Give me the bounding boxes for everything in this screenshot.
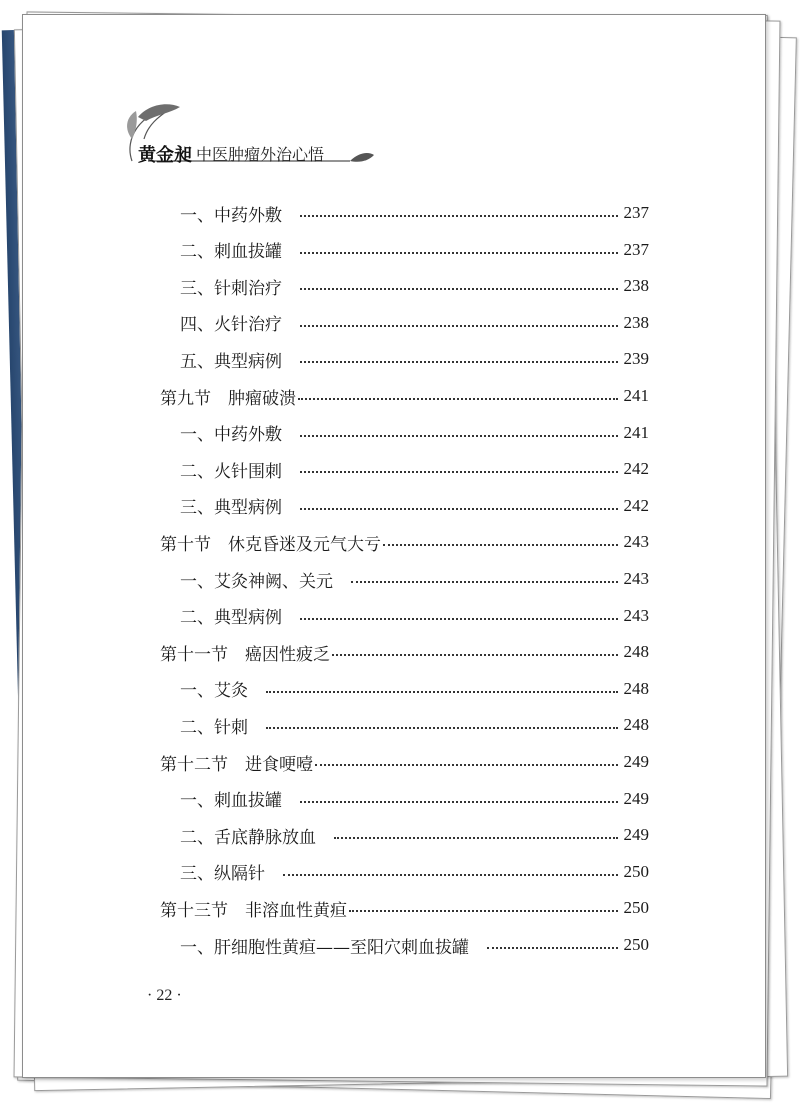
header-author: 黄金昶 <box>138 145 192 166</box>
toc-page-number: 238 <box>623 312 649 332</box>
toc-subentry <box>180 781 649 817</box>
toc-entry-title: 四、火针治疗 <box>180 315 282 336</box>
toc-leader-dots <box>300 618 618 620</box>
toc-subentry <box>180 927 649 963</box>
toc-entry-title: 第十三节 非溶血性黄疸 <box>160 900 347 921</box>
toc-entry-title: 一、中药外敷 <box>180 205 282 226</box>
toc-entry-title: 一、中药外敷 <box>180 425 282 446</box>
toc-page-number: 249 <box>623 825 649 845</box>
toc-leader-dots <box>300 471 618 473</box>
toc-entry-title: 三、纵隔针 <box>180 864 265 885</box>
toc-subentry <box>180 415 649 451</box>
toc-leader-dots <box>266 691 618 693</box>
toc-leader-dots <box>487 947 618 949</box>
toc-subentry <box>180 195 649 231</box>
toc-entry-title: 二、刺血拔罐 <box>180 242 282 263</box>
toc-leader-dots <box>266 727 618 729</box>
toc-page-number: 242 <box>623 459 649 479</box>
toc-entry-title: 一、肝细胞性黄疸——至阳穴刺血拔罐 <box>180 937 469 958</box>
toc-subentry <box>180 707 649 743</box>
toc-section-entry <box>160 378 649 414</box>
toc-entry-title: 一、艾灸 <box>180 681 248 702</box>
toc-entry-title: 二、典型病例 <box>180 608 282 629</box>
toc-leader-dots <box>300 325 618 327</box>
toc-leader-dots <box>298 398 618 400</box>
toc-entry-title: 第十二节 进食哽噎 <box>160 754 313 775</box>
toc-page-number: 249 <box>623 752 649 771</box>
toc-entry-title: 二、火针围刺 <box>180 461 282 482</box>
toc-section-entry <box>160 524 649 560</box>
toc-leader-dots <box>383 544 618 546</box>
toc-leader-dots <box>300 252 618 254</box>
toc-page-number: 242 <box>623 495 649 515</box>
toc-subentry <box>180 305 649 341</box>
toc-subentry <box>180 341 649 377</box>
page-number: · 22 · <box>147 987 182 1004</box>
toc-leader-dots <box>300 508 618 510</box>
toc-page-number: 250 <box>623 935 649 954</box>
toc-leader-dots <box>332 654 618 656</box>
toc-entry-title: 二、针刺 <box>180 717 248 738</box>
toc-page-number: 250 <box>623 861 649 881</box>
toc-page-number: 248 <box>623 642 649 662</box>
toc-page-number: 239 <box>623 349 649 369</box>
toc-page-number: 243 <box>623 605 649 625</box>
running-header <box>118 99 378 179</box>
toc-page-number: 237 <box>623 203 649 222</box>
toc-subentry <box>180 561 649 597</box>
toc-section-entry <box>160 744 649 780</box>
toc-entry-title: 第十节 休克昏迷及元气大亏 <box>160 534 381 555</box>
toc-subentry <box>180 268 649 304</box>
toc-leader-dots <box>300 215 618 217</box>
toc-subentry <box>180 854 649 890</box>
toc-leader-dots <box>300 435 618 437</box>
toc-subentry <box>180 451 649 487</box>
toc-entry-title: 三、针刺治疗 <box>180 278 282 299</box>
toc-page-number: 249 <box>623 788 649 808</box>
toc-leader-dots <box>283 874 618 876</box>
toc-page-number: 250 <box>623 898 649 918</box>
toc-leader-dots <box>351 581 618 583</box>
toc-entry-title: 一、刺血拔罐 <box>180 791 282 812</box>
toc-page-number: 237 <box>623 239 649 259</box>
document-page <box>22 14 766 1078</box>
toc-page-number: 241 <box>623 422 649 442</box>
toc-section-entry <box>160 890 649 926</box>
toc-leader-dots <box>315 764 618 766</box>
toc-subentry <box>180 488 649 524</box>
toc-leader-dots <box>300 801 618 803</box>
header-book-title: 中医肿瘤外治心悟 <box>196 145 325 164</box>
toc-subentry <box>180 671 649 707</box>
toc-entry-title: 一、艾灸神阙、关元 <box>180 571 333 592</box>
toc-entry-title: 二、舌底静脉放血 <box>180 827 316 848</box>
toc-entry-title: 三、典型病例 <box>180 498 282 519</box>
toc-leader-dots <box>300 288 618 290</box>
toc-page-number: 241 <box>623 386 649 405</box>
toc-entry-title: 第九节 肿瘤破溃 <box>160 388 296 409</box>
toc-subentry <box>180 232 649 268</box>
toc-leader-dots <box>349 910 618 912</box>
toc-leader-dots <box>334 837 618 839</box>
toc-leader-dots <box>300 361 618 363</box>
toc-page-number: 248 <box>623 715 649 735</box>
toc-page-number: 243 <box>623 569 649 588</box>
toc-subentry <box>180 817 649 853</box>
toc-page-number: 238 <box>623 276 649 296</box>
leaf-ornament-icon <box>118 99 378 179</box>
toc-page-number: 243 <box>623 532 649 552</box>
toc-section-entry <box>160 634 649 670</box>
toc-subentry <box>180 598 649 634</box>
toc-page-number: 248 <box>623 678 649 698</box>
toc-entry-title: 第十一节 癌因性疲乏 <box>160 644 330 665</box>
toc-entry-title: 五、典型病例 <box>180 351 282 372</box>
